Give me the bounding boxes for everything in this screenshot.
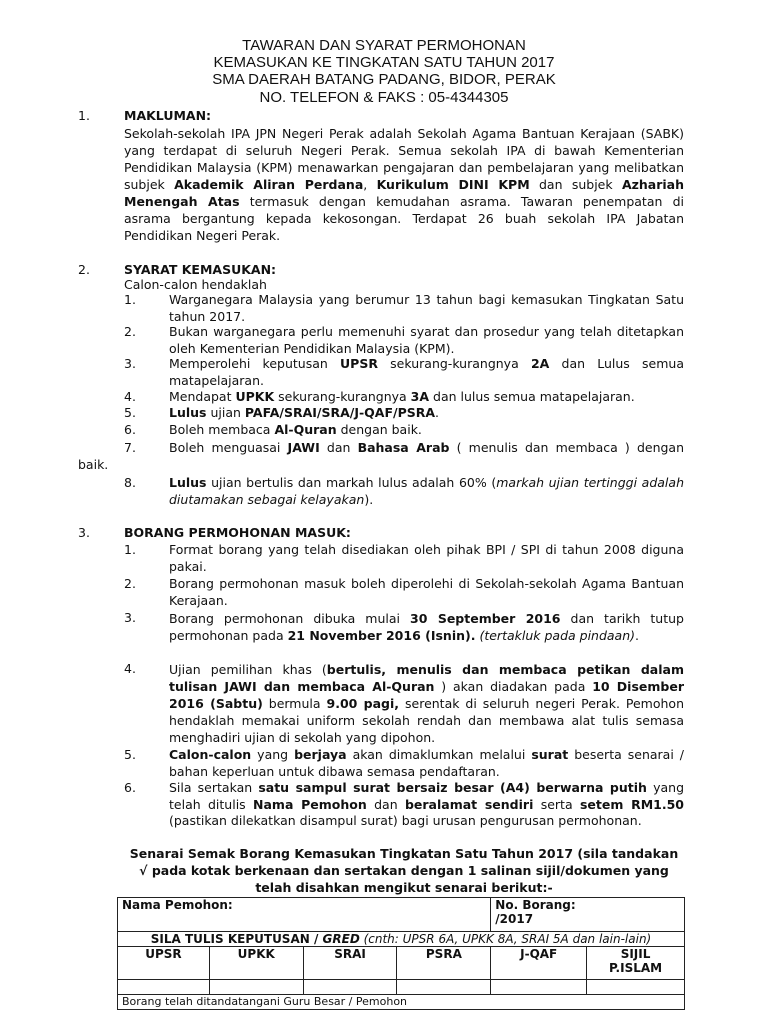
section-2-number: 2. [78, 262, 90, 277]
s2-item-4-number: 4. [124, 389, 136, 404]
s2-item-7-number: 7. [124, 440, 136, 455]
s2-item-5-text: Lulus ujian PAFA/SRAI/SRA/J-QAF/PSRA. [169, 405, 440, 420]
col-sijil-pislam: SIJIL P.ISLAM [587, 947, 685, 980]
s3-item-5-text: Calon-calon yang berjaya akan dimaklumkan melalui surat beserta senarai / bahan keperluan untuk dibawa semasa pendaftaran. [169, 747, 684, 779]
s3-item-1-text: Format borang yang telah disediakan oleh pihak BPI / SPI di tahun 2008 diguna pakai. [169, 542, 684, 574]
s2-item-6-number: 6. [124, 422, 136, 437]
s3-item-2-number: 2. [124, 576, 136, 591]
checklist-table [117, 897, 685, 1010]
signed-form-row: Borang telah ditandatangani Guru Besar / Pemohon [118, 995, 685, 1010]
s3-item-6-number: 6. [124, 780, 136, 795]
col-srai: SRAI [303, 947, 397, 980]
s2-item-2-number: 2. [124, 324, 136, 339]
title-line-3: SMA DAERAH BATANG PADANG, BIDOR, PERAK [212, 71, 556, 88]
s2-item-8-text: Lulus ujian bertulis dan markah lulus adalah 60% (markah ujian tertinggi adalah diutamakan sebagai kelayakan). [169, 475, 684, 507]
title-line-1: TAWARAN DAN SYARAT PERMOHONAN [242, 37, 526, 54]
section-1-number: 1. [78, 108, 90, 123]
s2-item-6-text: Boleh membaca Al-Quran dengan baik. [169, 422, 422, 437]
title-line-4: NO. TELEFON & FAKS : 05-4344305 [259, 89, 509, 106]
s3-item-2-text: Borang permohonan masuk boleh diperolehi di Sekolah-sekolah Agama Bantuan Kerajaan. [169, 576, 684, 608]
result-upsr-cell[interactable] [118, 980, 210, 995]
s2-item-3-text: Memperolehi keputusan UPSR sekurang-kurangnya 2A dan Lulus semua matapelajaran. [169, 356, 684, 388]
s3-item-5-number: 5. [124, 747, 136, 762]
s2-item-4-text: Mendapat UPKK sekurang-kurangnya 3A dan lulus semua matapelajaran. [169, 389, 635, 404]
section-1-title: MAKLUMAN: [124, 108, 212, 123]
col-upsr: UPSR [118, 947, 210, 980]
s2-item-1-text: Warganegara Malaysia yang berumur 13 tahun bagi kemasukan Tingkatan Satu tahun 2017. [169, 292, 684, 324]
section-2-intro: Calon-calon hendaklah [124, 277, 267, 292]
title-line-2: KEMASUKAN KE TINGKATAN SATU TAHUN 2017 [213, 54, 555, 71]
result-sijil-cell[interactable] [587, 980, 685, 995]
section-1-paragraph: Sekolah-sekolah IPA JPN Negeri Perak adalah Sekolah Agama Bantuan Kerajaan (SABK) yang terdapat di seluruh Negeri Perak. Semua sekolah IPA di bawah Kementerian Pendidikan Malaysia (KPM) menawarkan pengajaran dan pembelajaran yang melibatkan subjek Akademik Aliran Perdana, Kurikulum DINI KPM dan subjek Azhariah Menengah Atas termasuk dengan kemudahan asrama. Tawaran penempatan di asrama bergantung kepada kekosongan. Terdapat 26 buah sekolah IPA Jabatan Pendidikan Negeri Perak. [124, 126, 685, 243]
s3-item-3-number: 3. [124, 610, 136, 625]
s2-item-5-number: 5. [124, 405, 136, 420]
s2-item-1-number: 1. [124, 292, 136, 307]
s3-item-1-number: 1. [124, 542, 136, 557]
s3-item-4-text: Ujian pemilihan khas (bertulis, menulis dan membaca petikan dalam tulisan JAWI dan membaca Al-Quran ) akan diadakan pada 10 Disember 2016 (Sabtu) bermula 9.00 pagi, serentak di seluruh negeri Perak. Pemohon hendaklah memakai uniform sekolah rendah dan membawa alat tulis semasa menghadiri ujian di sekolah yang dipohon. [169, 662, 684, 745]
col-psra: PSRA [397, 947, 491, 980]
checklist-line-2: √ pada kotak berkenaan dan sertakan dengan 1 salinan sijil/dokumen yang [139, 863, 669, 878]
s2-item-7-text: Boleh menguasai JAWI dan Bahasa Arab ( menulis dan membaca ) dengan [169, 440, 685, 455]
form-number-year: /2017 [495, 912, 534, 926]
section-3-number: 3. [78, 525, 90, 540]
s3-item-4-number: 4. [124, 661, 136, 676]
s2-item-7-continuation: baik. [78, 457, 109, 472]
result-jqaf-cell[interactable] [491, 980, 587, 995]
checklist-line-1: Senarai Semak Borang Kemasukan Tingkatan Satu Tahun 2017 (sila tandakan [129, 846, 679, 861]
checklist-line-3: telah disahkan mengikut senarai berikut:- [255, 880, 553, 895]
s2-item-2-text: Bukan warganegara perlu memenuhi syarat dan prosedur yang telah ditetapkan oleh Kementerian Pendidikan Malaysia (KPM). [169, 324, 684, 356]
s3-item-3-text: Borang permohonan dibuka mulai 30 September 2016 dan tarikh tutup permohonan pada 21 November 2016 (Isnin). (tertakluk pada pindaan). [169, 611, 684, 643]
result-upkk-cell[interactable] [209, 980, 303, 995]
s2-item-8-number: 8. [124, 475, 136, 490]
col-upkk: UPKK [209, 947, 303, 980]
form-number-field[interactable] [491, 898, 685, 932]
section-3-title: BORANG PERMOHONAN MASUK: [124, 525, 351, 540]
applicant-name-field[interactable] [118, 898, 491, 932]
result-psra-cell[interactable] [397, 980, 491, 995]
s3-item-6-text: Sila sertakan satu sampul surat bersaiz besar (A4) berwarna putih yang telah ditulis Nama Pemohon dan beralamat sendiri serta setem RM1.50 (pastikan dilekatkan disampul surat) bagi urusan pengurusan permohonan. [169, 780, 684, 828]
results-instruction: SILA TULIS KEPUTUSAN / GRED (cnth: UPSR 6A, UPKK 8A, SRAI 5A dan lain-lain) [118, 932, 685, 947]
result-srai-cell[interactable] [303, 980, 397, 995]
col-jqaf: J-QAF [491, 947, 587, 980]
section-2-title: SYARAT KEMASUKAN: [124, 262, 277, 277]
applicant-name-label: Nama Pemohon: [122, 898, 233, 912]
s2-item-3-number: 3. [124, 356, 136, 371]
form-number-label: No. Borang: [495, 898, 576, 912]
